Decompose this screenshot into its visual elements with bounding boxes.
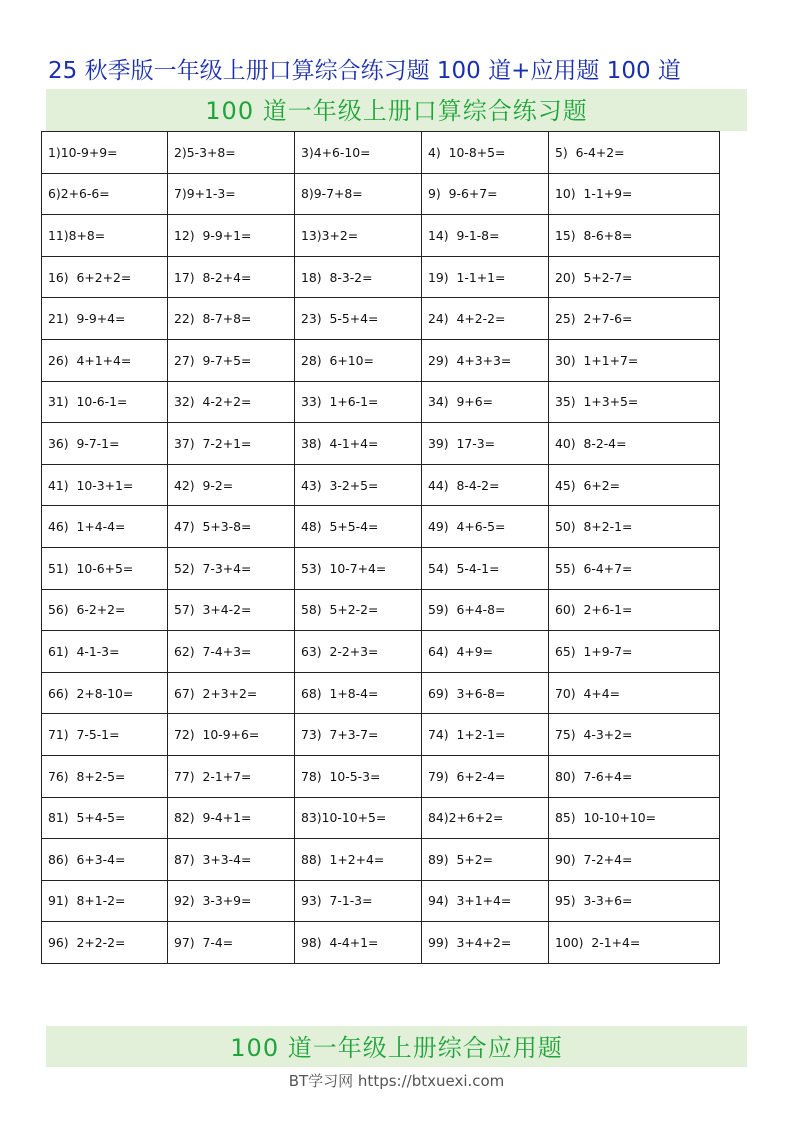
problem-cell: 89) 5+2= — [422, 839, 549, 881]
problem-cell: 95) 3-3+6= — [549, 880, 720, 922]
problem-cell: 74) 1+2-1= — [422, 714, 549, 756]
problem-cell: 84)2+6+2= — [422, 797, 549, 839]
problem-cell: 47) 5+3-8= — [168, 506, 295, 548]
problem-cell: 61) 4-1-3= — [42, 631, 168, 673]
problem-cell: 30) 1+1+7= — [549, 339, 720, 381]
problem-cell: 94) 3+1+4= — [422, 880, 549, 922]
problem-cell: 17) 8-2+4= — [168, 256, 295, 298]
table-row — [42, 797, 720, 839]
problem-cell: 68) 1+8-4= — [295, 672, 422, 714]
problem-cell: 54) 5-4-1= — [422, 547, 549, 589]
problem-cell: 36) 9-7-1= — [42, 423, 168, 465]
problem-cell: 8)9-7+8= — [295, 173, 422, 215]
problem-cell: 2)5-3+8= — [168, 132, 295, 174]
problem-cell: 19) 1-1+1= — [422, 256, 549, 298]
problem-cell: 92) 3-3+9= — [168, 880, 295, 922]
problem-cell: 42) 9-2= — [168, 464, 295, 506]
oral-arithmetic-section-header: 100 道一年级上册口算综合练习题 — [46, 89, 747, 131]
problem-cell: 99) 3+4+2= — [422, 922, 549, 964]
problem-cell: 9) 9-6+7= — [422, 173, 549, 215]
problem-cell: 33) 1+6-1= — [295, 381, 422, 423]
page-footer: BT学习网 https://btxuexi.com — [288, 1072, 505, 1090]
problem-cell: 86) 6+3-4= — [42, 839, 168, 881]
problem-cell: 87) 3+3-4= — [168, 839, 295, 881]
problem-cell: 11)8+8= — [42, 215, 168, 257]
problem-cell: 64) 4+9= — [422, 631, 549, 673]
problem-cell: 98) 4-4+1= — [295, 922, 422, 964]
problem-cell: 32) 4-2+2= — [168, 381, 295, 423]
problem-cell: 46) 1+4-4= — [42, 506, 168, 548]
problem-cell: 28) 6+10= — [295, 339, 422, 381]
table-row — [42, 880, 720, 922]
problem-cell: 6)2+6-6= — [42, 173, 168, 215]
problem-cell: 51) 10-6+5= — [42, 547, 168, 589]
problem-cell: 49) 4+6-5= — [422, 506, 549, 548]
problem-cell: 77) 2-1+7= — [168, 755, 295, 797]
problem-cell: 93) 7-1-3= — [295, 880, 422, 922]
table-row — [42, 922, 720, 964]
problem-cell: 67) 2+3+2= — [168, 672, 295, 714]
problem-cell: 23) 5-5+4= — [295, 298, 422, 340]
problem-cell: 57) 3+4-2= — [168, 589, 295, 631]
problem-cell: 62) 7-4+3= — [168, 631, 295, 673]
problem-cell: 31) 10-6-1= — [42, 381, 168, 423]
table-row — [42, 589, 720, 631]
table-row — [42, 256, 720, 298]
table-row — [42, 464, 720, 506]
table-row — [42, 547, 720, 589]
problem-cell: 80) 7-6+4= — [549, 755, 720, 797]
problem-cell: 15) 8-6+8= — [549, 215, 720, 257]
table-row — [42, 755, 720, 797]
problem-cell: 65) 1+9-7= — [549, 631, 720, 673]
problem-cell: 70) 4+4= — [549, 672, 720, 714]
problem-cell: 83)10-10+5= — [295, 797, 422, 839]
problem-cell: 3)4+6-10= — [295, 132, 422, 174]
problem-cell: 40) 8-2-4= — [549, 423, 720, 465]
problem-cell: 10) 1-1+9= — [549, 173, 720, 215]
problem-cell: 53) 10-7+4= — [295, 547, 422, 589]
problem-cell: 38) 4-1+4= — [295, 423, 422, 465]
table-row — [42, 298, 720, 340]
problem-cell: 41) 10-3+1= — [42, 464, 168, 506]
table-row — [42, 339, 720, 381]
table-row — [42, 215, 720, 257]
problem-cell: 91) 8+1-2= — [42, 880, 168, 922]
problem-cell: 60) 2+6-1= — [549, 589, 720, 631]
problem-cell: 69) 3+6-8= — [422, 672, 549, 714]
problem-cell: 81) 5+4-5= — [42, 797, 168, 839]
problem-cell: 27) 9-7+5= — [168, 339, 295, 381]
problem-cell: 5) 6-4+2= — [549, 132, 720, 174]
problem-cell: 37) 7-2+1= — [168, 423, 295, 465]
problem-cell: 50) 8+2-1= — [549, 506, 720, 548]
problem-cell: 45) 6+2= — [549, 464, 720, 506]
problem-cell: 55) 6-4+7= — [549, 547, 720, 589]
problem-cell: 82) 9-4+1= — [168, 797, 295, 839]
problem-cell: 18) 8-3-2= — [295, 256, 422, 298]
problem-cell: 79) 6+2-4= — [422, 755, 549, 797]
table-row — [42, 506, 720, 548]
problem-cell: 66) 2+8-10= — [42, 672, 168, 714]
problem-cell: 73) 7+3-7= — [295, 714, 422, 756]
table-row — [42, 631, 720, 673]
problem-cell: 85) 10-10+10= — [549, 797, 720, 839]
problem-cell: 90) 7-2+4= — [549, 839, 720, 881]
problem-cell: 22) 8-7+8= — [168, 298, 295, 340]
problem-cell: 63) 2-2+3= — [295, 631, 422, 673]
problem-cell: 4) 10-8+5= — [422, 132, 549, 174]
table-row — [42, 173, 720, 215]
problem-cell: 1)10-9+9= — [42, 132, 168, 174]
problem-cell: 24) 4+2-2= — [422, 298, 549, 340]
problem-cell: 75) 4-3+2= — [549, 714, 720, 756]
word-problems-section-header: 100 道一年级上册综合应用题 — [46, 1026, 747, 1067]
problem-cell: 21) 9-9+4= — [42, 298, 168, 340]
table-row — [42, 132, 720, 174]
problem-cell: 96) 2+2-2= — [42, 922, 168, 964]
problem-cell: 71) 7-5-1= — [42, 714, 168, 756]
problem-cell: 34) 9+6= — [422, 381, 549, 423]
problem-cell: 88) 1+2+4= — [295, 839, 422, 881]
problem-cell: 39) 17-3= — [422, 423, 549, 465]
problem-cell: 59) 6+4-8= — [422, 589, 549, 631]
problem-cell: 20) 5+2-7= — [549, 256, 720, 298]
document-title: 25 秋季版一年级上册口算综合练习题 100 道+应用题 100 道 — [48, 58, 681, 84]
table-row — [42, 381, 720, 423]
problem-cell: 12) 9-9+1= — [168, 215, 295, 257]
problem-cell: 52) 7-3+4= — [168, 547, 295, 589]
problem-cell: 29) 4+3+3= — [422, 339, 549, 381]
problem-cell: 76) 8+2-5= — [42, 755, 168, 797]
problem-cell: 100) 2-1+4= — [549, 922, 720, 964]
problem-cell: 56) 6-2+2= — [42, 589, 168, 631]
table-row — [42, 672, 720, 714]
problem-cell: 97) 7-4= — [168, 922, 295, 964]
problem-cell: 44) 8-4-2= — [422, 464, 549, 506]
problem-cell: 16) 6+2+2= — [42, 256, 168, 298]
problem-cell: 48) 5+5-4= — [295, 506, 422, 548]
table-row — [42, 839, 720, 881]
problem-cell: 25) 2+7-6= — [549, 298, 720, 340]
problem-cell: 26) 4+1+4= — [42, 339, 168, 381]
problem-cell: 78) 10-5-3= — [295, 755, 422, 797]
table-row — [42, 714, 720, 756]
problem-grid — [41, 131, 720, 964]
table-row — [42, 423, 720, 465]
problem-cell: 13)3+2= — [295, 215, 422, 257]
problem-cell: 7)9+1-3= — [168, 173, 295, 215]
problem-cell: 72) 10-9+6= — [168, 714, 295, 756]
problem-cell: 14) 9-1-8= — [422, 215, 549, 257]
problem-cell: 58) 5+2-2= — [295, 589, 422, 631]
problem-cell: 43) 3-2+5= — [295, 464, 422, 506]
problem-cell: 35) 1+3+5= — [549, 381, 720, 423]
